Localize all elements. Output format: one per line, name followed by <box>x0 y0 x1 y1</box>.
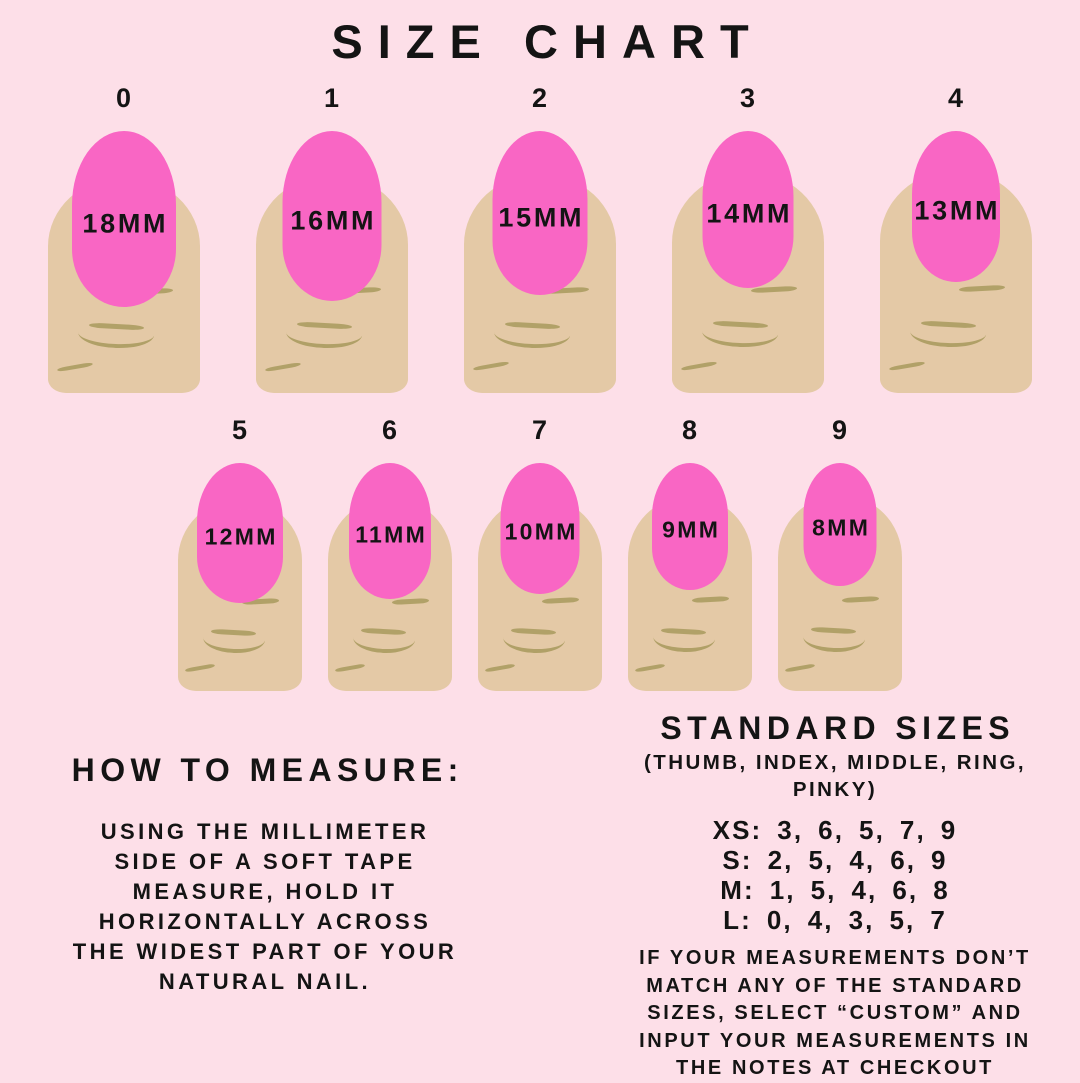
finger-size-0 <box>48 83 200 393</box>
finger-size-3 <box>672 83 824 393</box>
wrinkle-line <box>297 322 352 330</box>
size-row-l <box>590 905 1080 935</box>
finger-illustration <box>478 463 602 691</box>
finger-size-5 <box>178 415 302 691</box>
finger-size-6 <box>328 415 452 691</box>
finger-size-2 <box>464 83 616 393</box>
standard-sizes-heading: STANDARD SIZES <box>660 710 1016 746</box>
size-row-label: L: <box>723 905 752 935</box>
standard-sizes-block <box>530 703 1080 1083</box>
nail-shape <box>703 131 794 288</box>
wrinkle-line <box>910 329 987 348</box>
wrinkle-line <box>889 361 926 371</box>
nail-size-label: 18MM <box>82 208 169 239</box>
wrinkle-line <box>811 627 856 634</box>
size-row-xs <box>590 815 1080 845</box>
finger-row-top <box>0 83 1080 393</box>
size-row-values: 3, 6, 5, 7, 9 <box>777 815 958 845</box>
finger-number-label: 6 <box>381 415 399 445</box>
how-to-measure-line: THE WIDEST PART OF YOUR <box>72 939 458 964</box>
wrinkle-line <box>473 361 510 371</box>
nail-size-label: 12MM <box>204 523 278 550</box>
finger-size-7 <box>478 415 602 691</box>
wrinkle-line <box>653 635 716 653</box>
nail-shape <box>501 463 580 594</box>
size-row-m <box>590 875 1080 905</box>
finger-illustration <box>672 131 824 393</box>
wrinkle-line <box>635 663 665 672</box>
wrinkle-line <box>211 629 256 636</box>
wrinkle-line <box>511 628 556 635</box>
wrinkle-line <box>494 330 571 349</box>
wrinkle-line <box>78 331 155 350</box>
how-to-measure-line: HORIZONTALLY ACROSS <box>98 909 432 934</box>
wrinkle-line <box>842 596 879 603</box>
finger-size-8 <box>628 415 752 691</box>
wrinkle-line <box>335 663 365 672</box>
finger-illustration <box>256 131 408 393</box>
size-row-label: M: <box>720 875 755 905</box>
wrinkle-line <box>803 635 866 653</box>
wrinkle-line <box>89 322 144 330</box>
size-row-label: S: <box>722 845 753 875</box>
note-line: SIZES, SELECT “CUSTOM” AND <box>647 1002 1023 1024</box>
page-title: SIZE CHART <box>331 15 764 68</box>
size-row-values: 1, 5, 4, 6, 8 <box>769 875 950 905</box>
size-row-values: 0, 4, 3, 5, 7 <box>766 905 947 935</box>
how-to-measure-line: SIDE OF A SOFT TAPE <box>114 849 416 874</box>
standard-sizes-list <box>590 815 1080 935</box>
wrinkle-line <box>505 321 560 329</box>
finger-illustration <box>328 463 452 691</box>
nail-size-label: 13MM <box>914 195 1001 226</box>
size-row-s <box>590 845 1080 875</box>
nail-shape <box>197 463 283 603</box>
wrinkle-line <box>921 320 976 328</box>
finger-number-label: 7 <box>531 415 549 445</box>
subheading-line: (THUMB, INDEX, MIDDLE, RING, <box>643 751 1027 774</box>
wrinkle-line <box>392 598 429 605</box>
standard-sizes-subheading <box>590 749 1080 803</box>
finger-illustration <box>48 131 200 393</box>
finger-illustration <box>628 463 752 691</box>
wrinkle-line <box>661 627 706 634</box>
nail-shape <box>493 131 588 295</box>
nail-shape <box>72 131 176 307</box>
how-to-measure-line: MEASURE, HOLD IT <box>132 879 398 904</box>
nail-size-label: 9MM <box>662 516 721 543</box>
finger-illustration <box>178 463 302 691</box>
finger-size-4 <box>880 83 1032 393</box>
wrinkle-line <box>361 628 406 635</box>
wrinkle-line <box>57 362 94 372</box>
nail-shape <box>652 463 728 590</box>
nail-size-label: 15MM <box>498 202 585 233</box>
info-section <box>0 703 1080 1083</box>
nail-size-label: 10MM <box>504 518 578 545</box>
custom-size-note <box>590 945 1080 1083</box>
finger-number-label: 8 <box>681 415 699 445</box>
finger-illustration <box>778 463 902 691</box>
finger-number-label: 3 <box>739 83 757 113</box>
nail-size-label: 8MM <box>812 514 871 541</box>
nail-size-label: 16MM <box>290 205 377 236</box>
wrinkle-line <box>203 636 266 654</box>
finger-number-label: 9 <box>831 415 849 445</box>
finger-row-bottom <box>0 415 1080 691</box>
finger-size-9 <box>778 415 902 691</box>
wrinkle-line <box>542 597 579 604</box>
wrinkle-line <box>265 362 302 372</box>
wrinkle-line <box>353 636 416 654</box>
wrinkle-line <box>702 330 779 349</box>
note-line: THE NOTES AT CHECKOUT <box>676 1057 994 1079</box>
note-line: IF YOUR MEASUREMENTS DON’T <box>639 947 1031 969</box>
wrinkle-line <box>681 361 718 371</box>
nail-shape <box>804 463 877 586</box>
how-to-measure-line: NATURAL NAIL. <box>158 969 372 994</box>
finger-number-label: 2 <box>531 83 549 113</box>
wrinkle-line <box>713 321 768 329</box>
finger-number-label: 5 <box>231 415 249 445</box>
nail-size-label: 14MM <box>706 198 793 229</box>
how-to-measure-heading: HOW TO MEASURE: <box>71 752 464 788</box>
nail-size-label: 11MM <box>355 521 428 548</box>
nail-shape <box>912 131 1000 282</box>
finger-size-1 <box>256 83 408 393</box>
wrinkle-line <box>785 663 815 672</box>
size-row-values: 2, 5, 4, 6, 9 <box>767 845 948 875</box>
wrinkle-line <box>959 285 1005 292</box>
finger-illustration <box>464 131 616 393</box>
wrinkle-line <box>503 636 566 654</box>
size-row-label: XS: <box>712 815 763 845</box>
finger-number-label: 1 <box>323 83 341 113</box>
finger-number-label: 4 <box>947 83 965 113</box>
wrinkle-line <box>286 331 363 350</box>
how-to-measure-line: USING THE MILLIMETER <box>100 819 430 844</box>
how-to-measure-text <box>0 817 530 997</box>
nail-shape <box>283 131 382 301</box>
wrinkle-line <box>485 663 515 672</box>
subheading-line: PINKY) <box>792 778 878 801</box>
nail-shape <box>349 463 431 599</box>
finger-illustration <box>880 131 1032 393</box>
note-line: INPUT YOUR MEASUREMENTS IN <box>639 1029 1031 1052</box>
how-to-measure-block <box>0 703 530 1083</box>
note-line: MATCH ANY OF THE STANDARD <box>646 974 1024 997</box>
wrinkle-line <box>692 596 729 603</box>
wrinkle-line <box>185 664 215 673</box>
finger-number-label: 0 <box>115 83 133 113</box>
